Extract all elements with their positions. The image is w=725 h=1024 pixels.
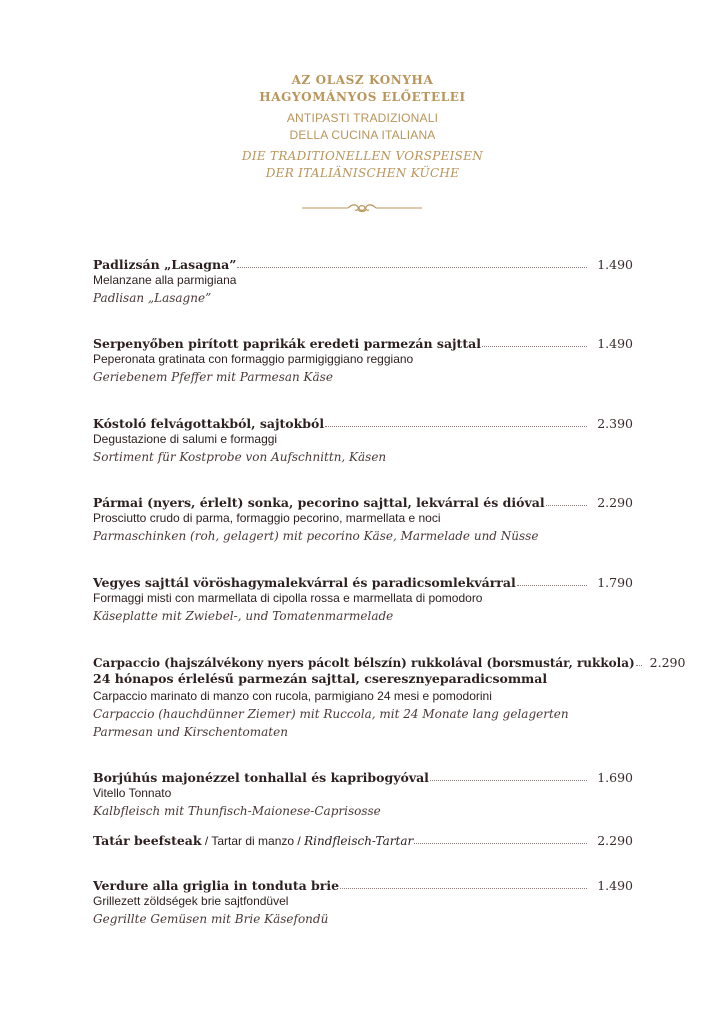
dish-italian: Prosciutto crudo di parma, formaggio pecorino, marmellata e noci	[93, 511, 441, 525]
dish-german-line2: Parmesan und Kirschentomaten	[93, 725, 288, 739]
dish-price: 2.390	[597, 416, 633, 431]
leader-dots	[636, 664, 642, 666]
dish-price: 2.290	[649, 655, 686, 670]
dish-german: Käseplatte mit Zwiebel-, und Tomatenmarmelade	[93, 609, 394, 623]
dish-price: 1.490	[597, 878, 633, 893]
menu-item	[93, 575, 633, 625]
dish-price: 1.790	[597, 575, 633, 590]
menu-item-header	[93, 833, 633, 848]
menu-item	[93, 655, 686, 741]
dish-german: Carpaccio (hauchdünner Ziemer) mit Ruccola, mit 24 Monate lang gelagerten	[93, 707, 569, 721]
dish-title: Kóstoló felvágottakból, sajtokból	[93, 416, 325, 431]
dish-italian: Grillezett zöldségek brie sajtfondüvel	[93, 894, 289, 908]
dish-german: Sortiment für Kostprobe von Aufschnittn, Käsen	[93, 450, 387, 464]
dish-german: Parmaschinken (roh, gelagert) mit pecorino Käse, Marmelade und Nüsse	[93, 529, 539, 543]
dish-subtitle: 24 hónapos érlelésű parmezán sajttal, cseresznyeparadicsommal	[93, 671, 548, 686]
header-it-line1: ANTIPASTI TRADIZIONALI	[286, 111, 439, 125]
header-de-line1: DIE TRADITIONELLEN VORSPEISEN	[241, 149, 484, 163]
header-hu-line1: AZ OLASZ KONYHA	[291, 73, 434, 87]
dish-title: Pármai (nyers, érlelt) sonka, pecorino sajttal, lekvárral és dióval	[93, 495, 545, 510]
dish-title: Borjúhús majonézzel tonhallal és kapribogyóval	[93, 770, 429, 785]
menu-item	[93, 770, 633, 820]
menu-item-header	[93, 770, 633, 785]
dish-italian: Formaggi misti con marmellata di cipolla rossa e marmellata di pomodoro	[93, 591, 483, 605]
dish-german: Kalbfleisch mit Thunfisch-Maionese-Caprisosse	[93, 804, 381, 818]
dish-title: Serpenyőben pirított paprikák eredeti parmezán sajttal	[93, 336, 481, 351]
menu-item	[93, 416, 633, 466]
dish-italian: Vitello Tonnato	[93, 786, 172, 800]
dish-title: Verdure alla griglia in tonduta brie	[93, 878, 340, 893]
dish-title	[93, 833, 413, 848]
dish-german: Padlisan „Lasagne”	[93, 291, 212, 305]
dish-italian: Degustazione di salumi e formaggi	[93, 432, 278, 446]
menu-item-header	[93, 655, 686, 670]
header-italian	[0, 110, 725, 144]
dish-price: 1.690	[597, 770, 633, 785]
dish-italian-inline: Tartar di manzo	[211, 834, 295, 848]
menu-item-header	[93, 416, 633, 431]
dish-title: Padlizsán „Lasagna”	[93, 257, 237, 272]
header-it-line2: DELLA CUCINA ITALIANA	[289, 128, 436, 142]
dish-german: Geriebenem Pfeffer mit Parmesan Käse	[93, 370, 333, 384]
menu-item-header	[93, 257, 633, 272]
header-german	[0, 148, 725, 182]
menu-item	[93, 495, 633, 545]
leader-dots	[340, 887, 587, 889]
header-hungarian	[0, 72, 725, 106]
leader-dots	[430, 779, 587, 781]
dish-title: Vegyes sajttál vöröshagymalekvárral és paradicsomlekvárral	[93, 575, 516, 590]
leader-dots	[517, 584, 587, 586]
dish-price: 1.490	[597, 257, 633, 272]
menu-item	[93, 833, 633, 848]
separator: /	[201, 834, 212, 848]
dish-title: Carpaccio (hajszálvékony nyers pácolt bélszín) rukkolával (borsmustár, rukkola)	[93, 656, 635, 670]
leader-dots	[546, 504, 587, 506]
dish-price: 2.290	[597, 495, 633, 510]
dish-price: 2.290	[597, 833, 633, 848]
separator: /	[294, 834, 305, 848]
menu-item-header	[93, 336, 633, 351]
leader-dots	[482, 345, 587, 347]
dish-italian: Peperonata gratinata con formaggio parmigiggiano reggiano	[93, 352, 414, 366]
dish-italian: Carpaccio marinato di manzo con rucola, parmigiano 24 mesi e pomodorini	[93, 689, 492, 703]
menu-item	[93, 257, 633, 307]
header-de-line2: DER ITALIÄNISCHEN KÜCHE	[265, 166, 460, 180]
dish-italian: Melanzane alla parmigiana	[93, 273, 237, 287]
leader-dots	[237, 266, 587, 268]
dish-german: Gegrillte Gemüsen mit Brie Käsefondü	[93, 912, 329, 926]
menu-item-header	[93, 575, 633, 590]
dish-german-inline: Rindfleisch-Tartar	[304, 834, 414, 848]
menu-item	[93, 878, 633, 928]
menu-item-header	[93, 495, 633, 510]
dish-price: 1.490	[597, 336, 633, 351]
header-hu-line2: HAGYOMÁNYOS ELŐETELEI	[259, 90, 466, 104]
menu-item-header	[93, 878, 633, 893]
dish-title-hungarian: Tatár beefsteak	[93, 833, 202, 848]
menu-header	[0, 72, 725, 182]
leader-dots	[414, 842, 587, 844]
menu-item	[93, 336, 633, 386]
leader-dots	[325, 425, 587, 427]
ornament-divider-icon	[300, 200, 424, 216]
